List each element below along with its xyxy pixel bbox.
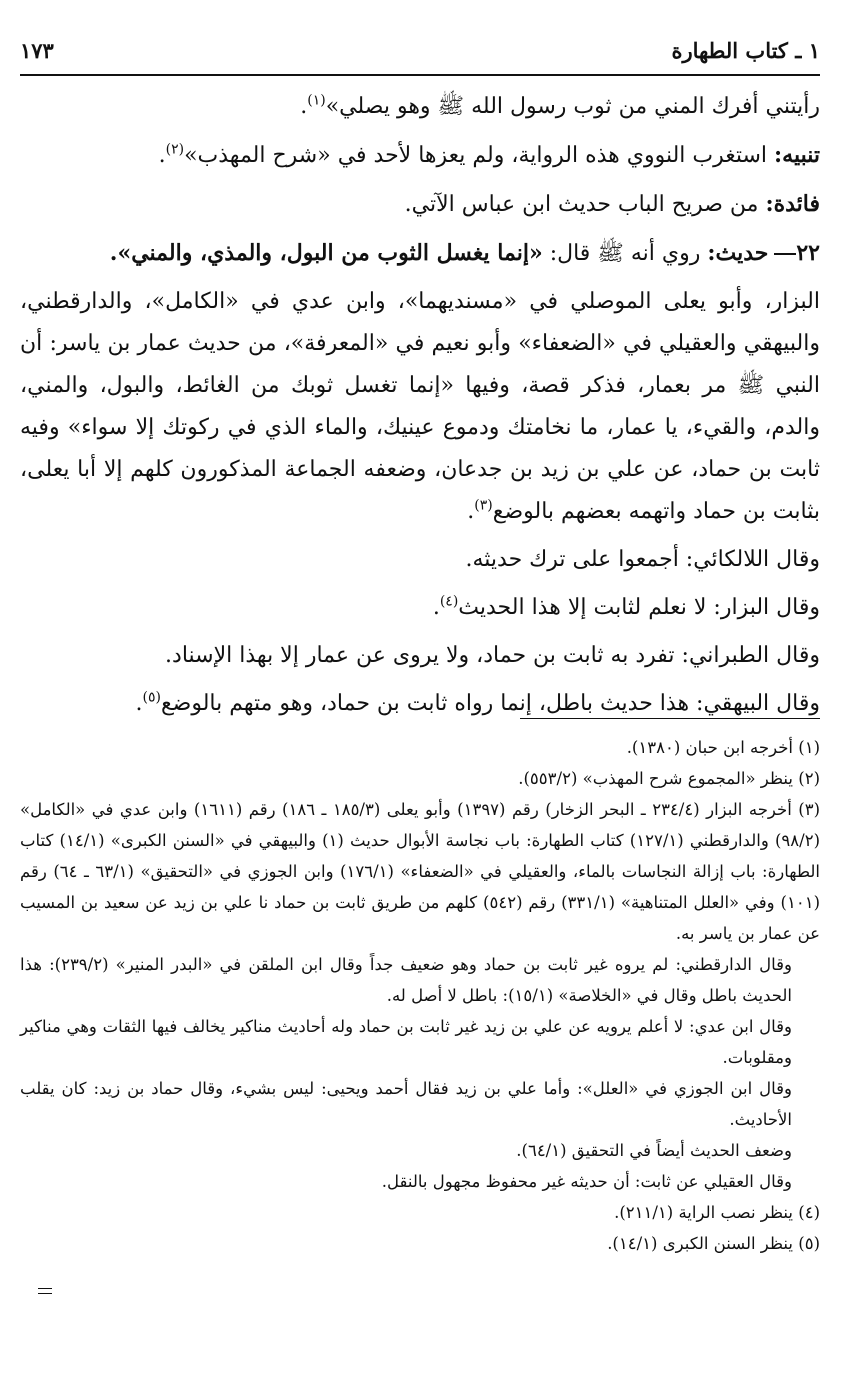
paragraph-lalakai	[20, 539, 820, 581]
text-end: .	[467, 499, 475, 524]
text: وقال البيهقي: هذا حديث باطل، إنما رواه ثابت بن حماد، وهو متهم بالوضع	[160, 691, 820, 716]
hadith-intro: روي أنه ﷺ قال:	[542, 241, 708, 266]
note-text: استغرب النووي هذه الرواية، ولم يعزها لأحد في «شرح المهذب»	[184, 143, 775, 168]
hadith-dash	[774, 253, 796, 255]
footnotes	[20, 732, 820, 1259]
paragraph-hadith-22	[20, 232, 820, 275]
text-end: .	[158, 143, 166, 168]
footnote-4: (٤) ينظر نصب الراية (٢١١/١).	[614, 1203, 820, 1222]
note-label: تنبيه:	[774, 142, 820, 168]
paragraph-note	[20, 134, 820, 177]
footnote-ref: (٣)	[474, 497, 493, 514]
footnote-3-daraqutni: وقال الدارقطني: لم يروه غير ثابت بن حماد وهو ضعيف جداً وقال ابن الملقن في «البدر المنير» (٢٣٩/٢): هذا الحديث باطل وقال في «الخلاصة» (١٥/١): باطل لا أصل له.	[20, 955, 792, 1005]
page-header	[20, 36, 820, 76]
footnote-3-ibn-jawzi: وقال ابن الجوزي في «العلل»: وأما علي بن زيد فقال أحمد ويحيى: ليس بشيء، وقال حماد بن زيد: كان يقلب الأحاديث.	[20, 1079, 792, 1129]
text: رأيتني أفرك المني من ثوب رسول الله ﷺ وهو يصلي»	[325, 94, 820, 119]
footnote-ref: (٥)	[142, 689, 161, 706]
chapter-title: ١ ـ كتاب الطهارة	[671, 38, 820, 63]
footnote-separator	[520, 718, 820, 719]
paragraph-tabarani	[20, 635, 820, 677]
footnote-5: (٥) ينظر السنن الكبرى (١٤/١).	[607, 1234, 820, 1253]
paragraph-takhrij	[20, 281, 820, 533]
takhrij-text: البزار، وأبو يعلى الموصلي في «مسنديهما»، وابن عدي في «الكامل»، والدارقطني، والبيهقي والعقيلي في «الضعفاء» وأبو نعيم في «المعرفة»، من حديث عمار بن ياسر: أن النبي ﷺ مر بعمار، فذكر قصة، وفيها «إنما تغسل ثوبك من الغائط، والبول، والمني، والدم، والقيء، يا عمار، ما نخامتك ودموع عينيك، والماء الذي في ركوتك إلا سواء» وفيه ثابت بن حماد، عن علي بن زيد بن جدعان، وضعفه الجماعة المذكورون كلهم إلا أبا يعلى، بثابت بن حماد واتهمه بعضهم بالوضع	[20, 289, 821, 524]
hadith-label: حديث:	[707, 240, 769, 266]
benefit-label: فائدة:	[765, 191, 820, 217]
margin-mark	[38, 1288, 52, 1298]
footnote-ref: (٢)	[165, 141, 185, 158]
page-number: ١٧٣	[20, 38, 54, 63]
footnote-3: (٣) أخرجه البزار (٢٣٤/٤ ـ البحر الزخار) رقم (١٣٩٧) وأبو يعلى (١٨٥/٣ ـ ١٨٦) رقم (١٦١١) وابن عدي في «الكامل» (٩٨/٢) والدارقطني (١٢٧/١) كتاب الطهارة: باب نجاسة الأبوال حديث (١) والبيهقي في «السنن الكبرى» (١٤/١) كتاب الطهارة: باب إزالة النجاسات بالماء، والعقيلي في «الضعفاء» (١٧٦/١) وابن الجوزي في «التحقيق» (٦٣/١ ـ ٦٤) رقم (١٠١) وفي «العلل المتناهية» (٣٣١/١) رقم (٥٤٢) كلهم من طريق ثابت بن حماد نا علي بن زيد عن سعيد بن المسيب عن عمار بن ياسر به.	[20, 800, 821, 943]
footnote-3-ibn-adi: وقال ابن عدي: لا أعلم يرويه عن علي بن زيد غير ثابت بن حماد وله أحاديث مناكير يخالف فيها الثقات وهي مناكير ومقلوبات.	[20, 1017, 792, 1067]
footnote-ref: (٤)	[439, 593, 459, 610]
paragraph-benefit	[20, 183, 820, 226]
text-end: .	[432, 595, 440, 620]
benefit-text: من صريح الباب حديث ابن عباس الآتي.	[404, 192, 766, 217]
text: وقال اللالكائي: أجمعوا على ترك حديثه.	[465, 547, 820, 572]
footnote-3-uqayli: وقال العقيلي عن ثابت: أن حديثه غير محفوظ مجهول بالنقل.	[381, 1172, 792, 1191]
text-end: .	[300, 94, 308, 119]
hadith-number: ٢٢	[796, 240, 820, 266]
text: وقال البزار: لا نعلم لثابت إلا هذا الحديث	[458, 595, 820, 620]
footnote-3-tahqiq: وضعف الحديث أيضاً في التحقيق (٦٤/١).	[516, 1141, 792, 1160]
footnote-ref: (١)	[307, 92, 326, 109]
text: وقال الطبراني: تفرد به ثابت بن حماد، ولا يروى عن عمار إلا بهذا الإسناد.	[165, 643, 820, 668]
footnote-1: (١) أخرجه ابن حبان (١٣٨٠).	[626, 738, 820, 757]
paragraph-bazzar	[20, 587, 820, 629]
text-end: .	[135, 691, 143, 716]
hadith-quote: «إنما يغسل الثوب من البول، والمذي، والمني».	[109, 240, 543, 266]
paragraph-hadith-end	[20, 86, 820, 128]
footnote-2: (٢) ينظر «المجموع شرح المهذب» (٥٥٣/٢).	[518, 769, 820, 788]
main-text	[20, 86, 820, 725]
